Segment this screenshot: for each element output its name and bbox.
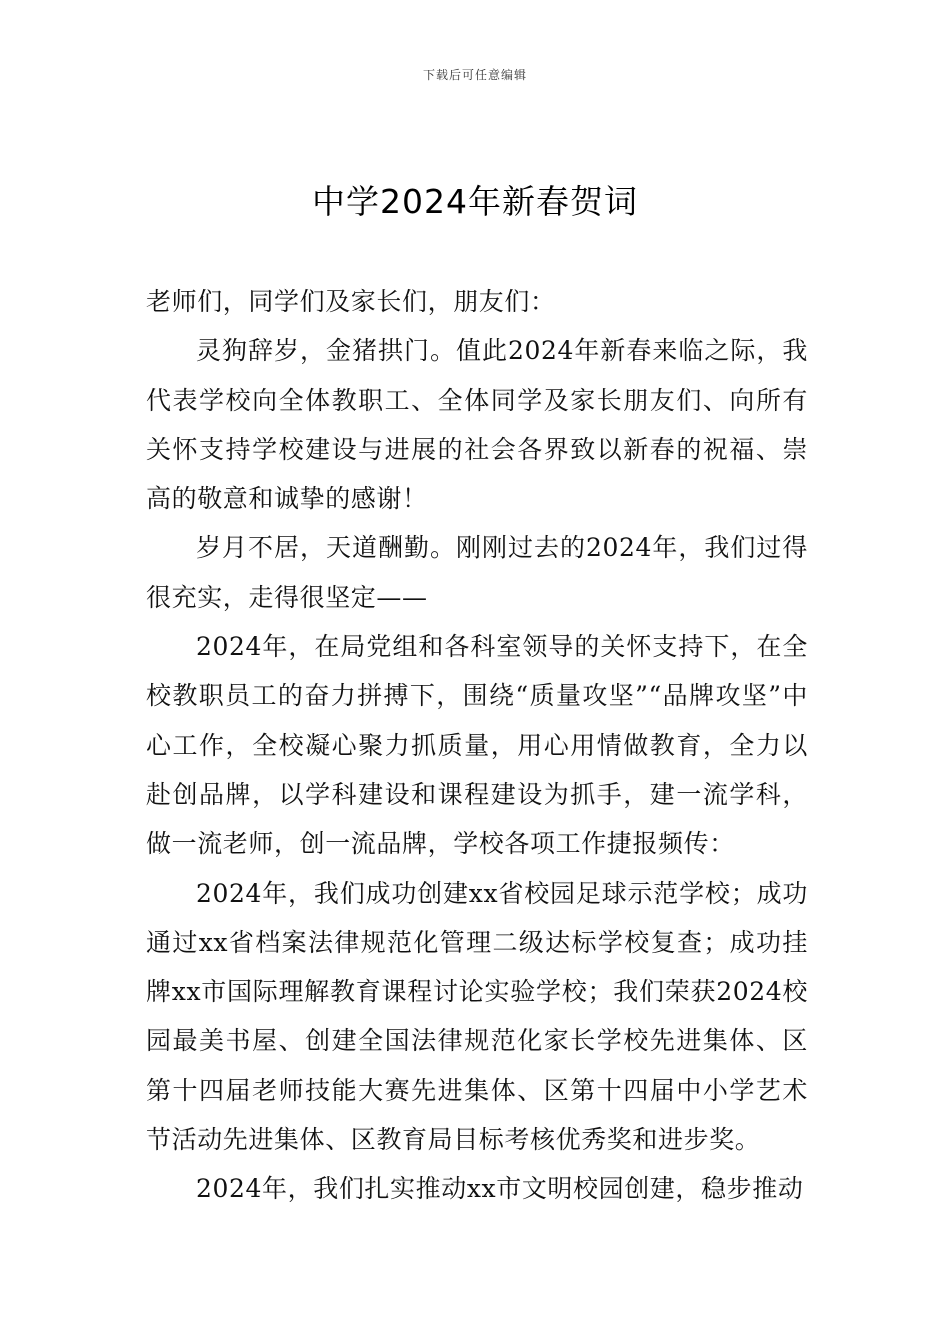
greeting-line: 老师们，同学们及家长们，朋友们： xyxy=(146,287,556,316)
paragraph-4: 2024年，我们成功创建xx省校园足球示范学校；成功通过xx省档案法律规范化管理二级达标学校复查；成功挂牌xx市国际理解教育课程讨论实验学校；我们荣获2024校园最美书屋、创建全国法律规范化家长学校先进集体、区第十四届老师技能大赛先进集体、区第十四届中小学艺术节活动先进集体、区教育局目标考核优秀奖和进步奖。 xyxy=(146,878,808,1155)
document-title: 中学2024年新春贺词 xyxy=(312,182,638,221)
paragraph-3: 2024年，在局党组和各科室领导的关怀支持下，在全校教职员工的奋力拼搏下，围绕“质量攻坚”“品牌攻坚”中心工作，全校凝心聚力抓质量，用心用情做教育，全力以赴创品牌，以学科建设和课程建设为抓手，建一流学科，做一流老师，创一流品牌，学校各项工作捷报频传： xyxy=(146,632,808,859)
paragraph-1: 灵狗辞岁，金猪拱门。值此2024年新春来临之际，我代表学校向全体教职工、全体同学及家长朋友们、向所有关怀支持学校建设与进展的社会各界致以新春的祝福、崇高的敬意和诚挚的感谢！ xyxy=(146,336,808,514)
paragraph-2: 岁月不居，天道酬勤。刚刚过去的2024年，我们过得很充实，走得很坚定—— xyxy=(146,533,808,612)
document-body xyxy=(146,277,808,1214)
paragraph-5: 2024年，我们扎实推动xx市文明校园创建，稳步推动 xyxy=(196,1174,804,1204)
header-note: 下载后可任意编辑 xyxy=(422,68,527,82)
